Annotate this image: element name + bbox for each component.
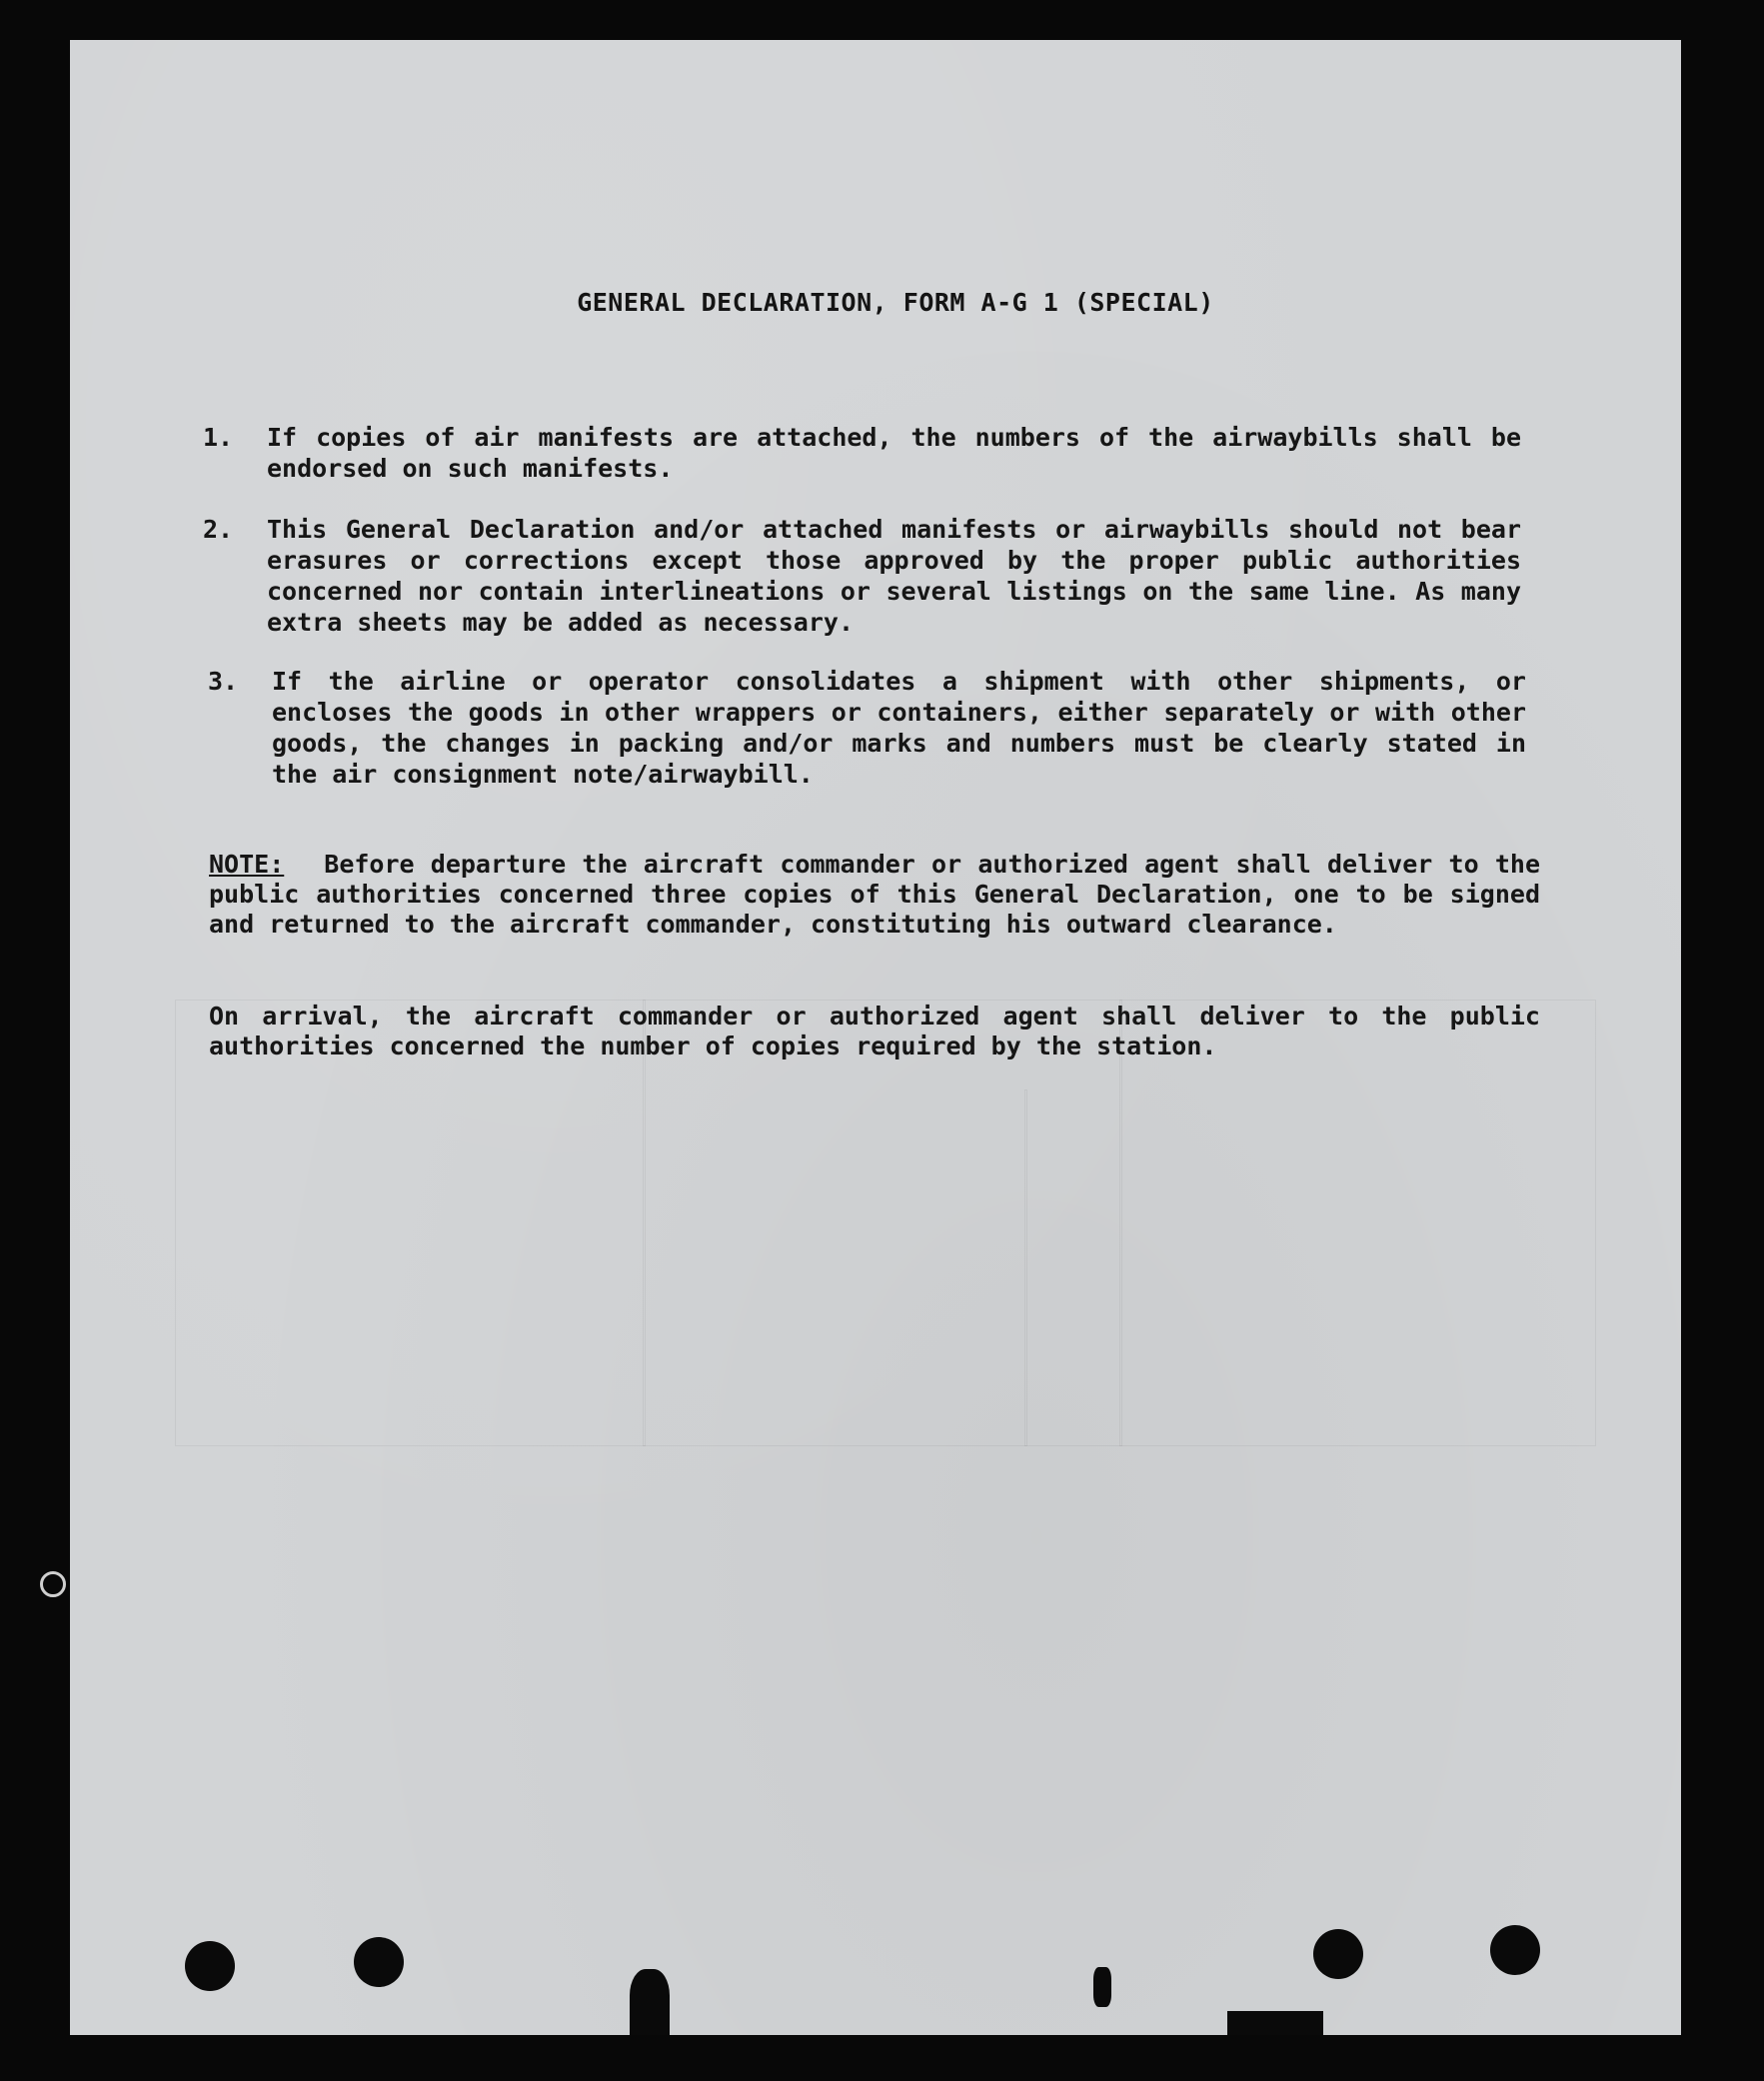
item-number: 1. <box>203 423 234 452</box>
item-number: 3. <box>208 667 239 696</box>
bleed-through-line <box>1024 1089 1027 1446</box>
bleed-through-line <box>1119 1000 1122 1446</box>
punch-hole <box>1313 1929 1363 1979</box>
item-text: If the airline or operator consolidates a shipment with other shipments, or encloses the goods in other wrappers or containers, either separately or with other goods, the changes in packing and/or marks and numbers must be clearly stated in the air consignment note/airwaybill. <box>272 667 1526 789</box>
note-label: NOTE: <box>209 850 285 879</box>
torn-edge <box>1227 2011 1323 2035</box>
punch-hole <box>354 1937 404 1987</box>
item-text: If copies of air manifests are attached, the numbers of the airwaybills shall be endorsed on such manifests. <box>267 423 1521 483</box>
document-title: GENERAL DECLARATION, FORM A-G 1 (SPECIAL) <box>577 288 1214 317</box>
scan-artifact-ring <box>40 1571 66 1597</box>
punch-hole <box>1490 1925 1540 1975</box>
note-text: Before departure the aircraft commander or authorized agent shall deliver to the public authorities concerned three copies of this General Declaration, one to be signed and returned to the aircraft commander, constituting his outward clearance. <box>209 850 1540 939</box>
note-paragraph <box>209 850 1540 940</box>
torn-edge <box>630 1969 670 2035</box>
bleed-through-box <box>175 1000 1596 1446</box>
paper-sheet <box>70 40 1681 2035</box>
item-number: 2. <box>203 515 234 544</box>
arrival-paragraph: On arrival, the aircraft commander or authorized agent shall deliver to the public authorities concerned the number of copies required by the station. <box>209 1002 1540 1060</box>
bleed-through-line <box>643 1000 646 1446</box>
punch-hole <box>185 1941 235 1991</box>
torn-edge <box>1093 1967 1111 2007</box>
item-text: This General Declaration and/or attached manifests or airwaybills should not bear erasures or corrections except those approved by the proper public authorities concerned nor contain interlineations or several listings on the same line. As many extra sheets may be added as necessary. <box>267 515 1521 637</box>
